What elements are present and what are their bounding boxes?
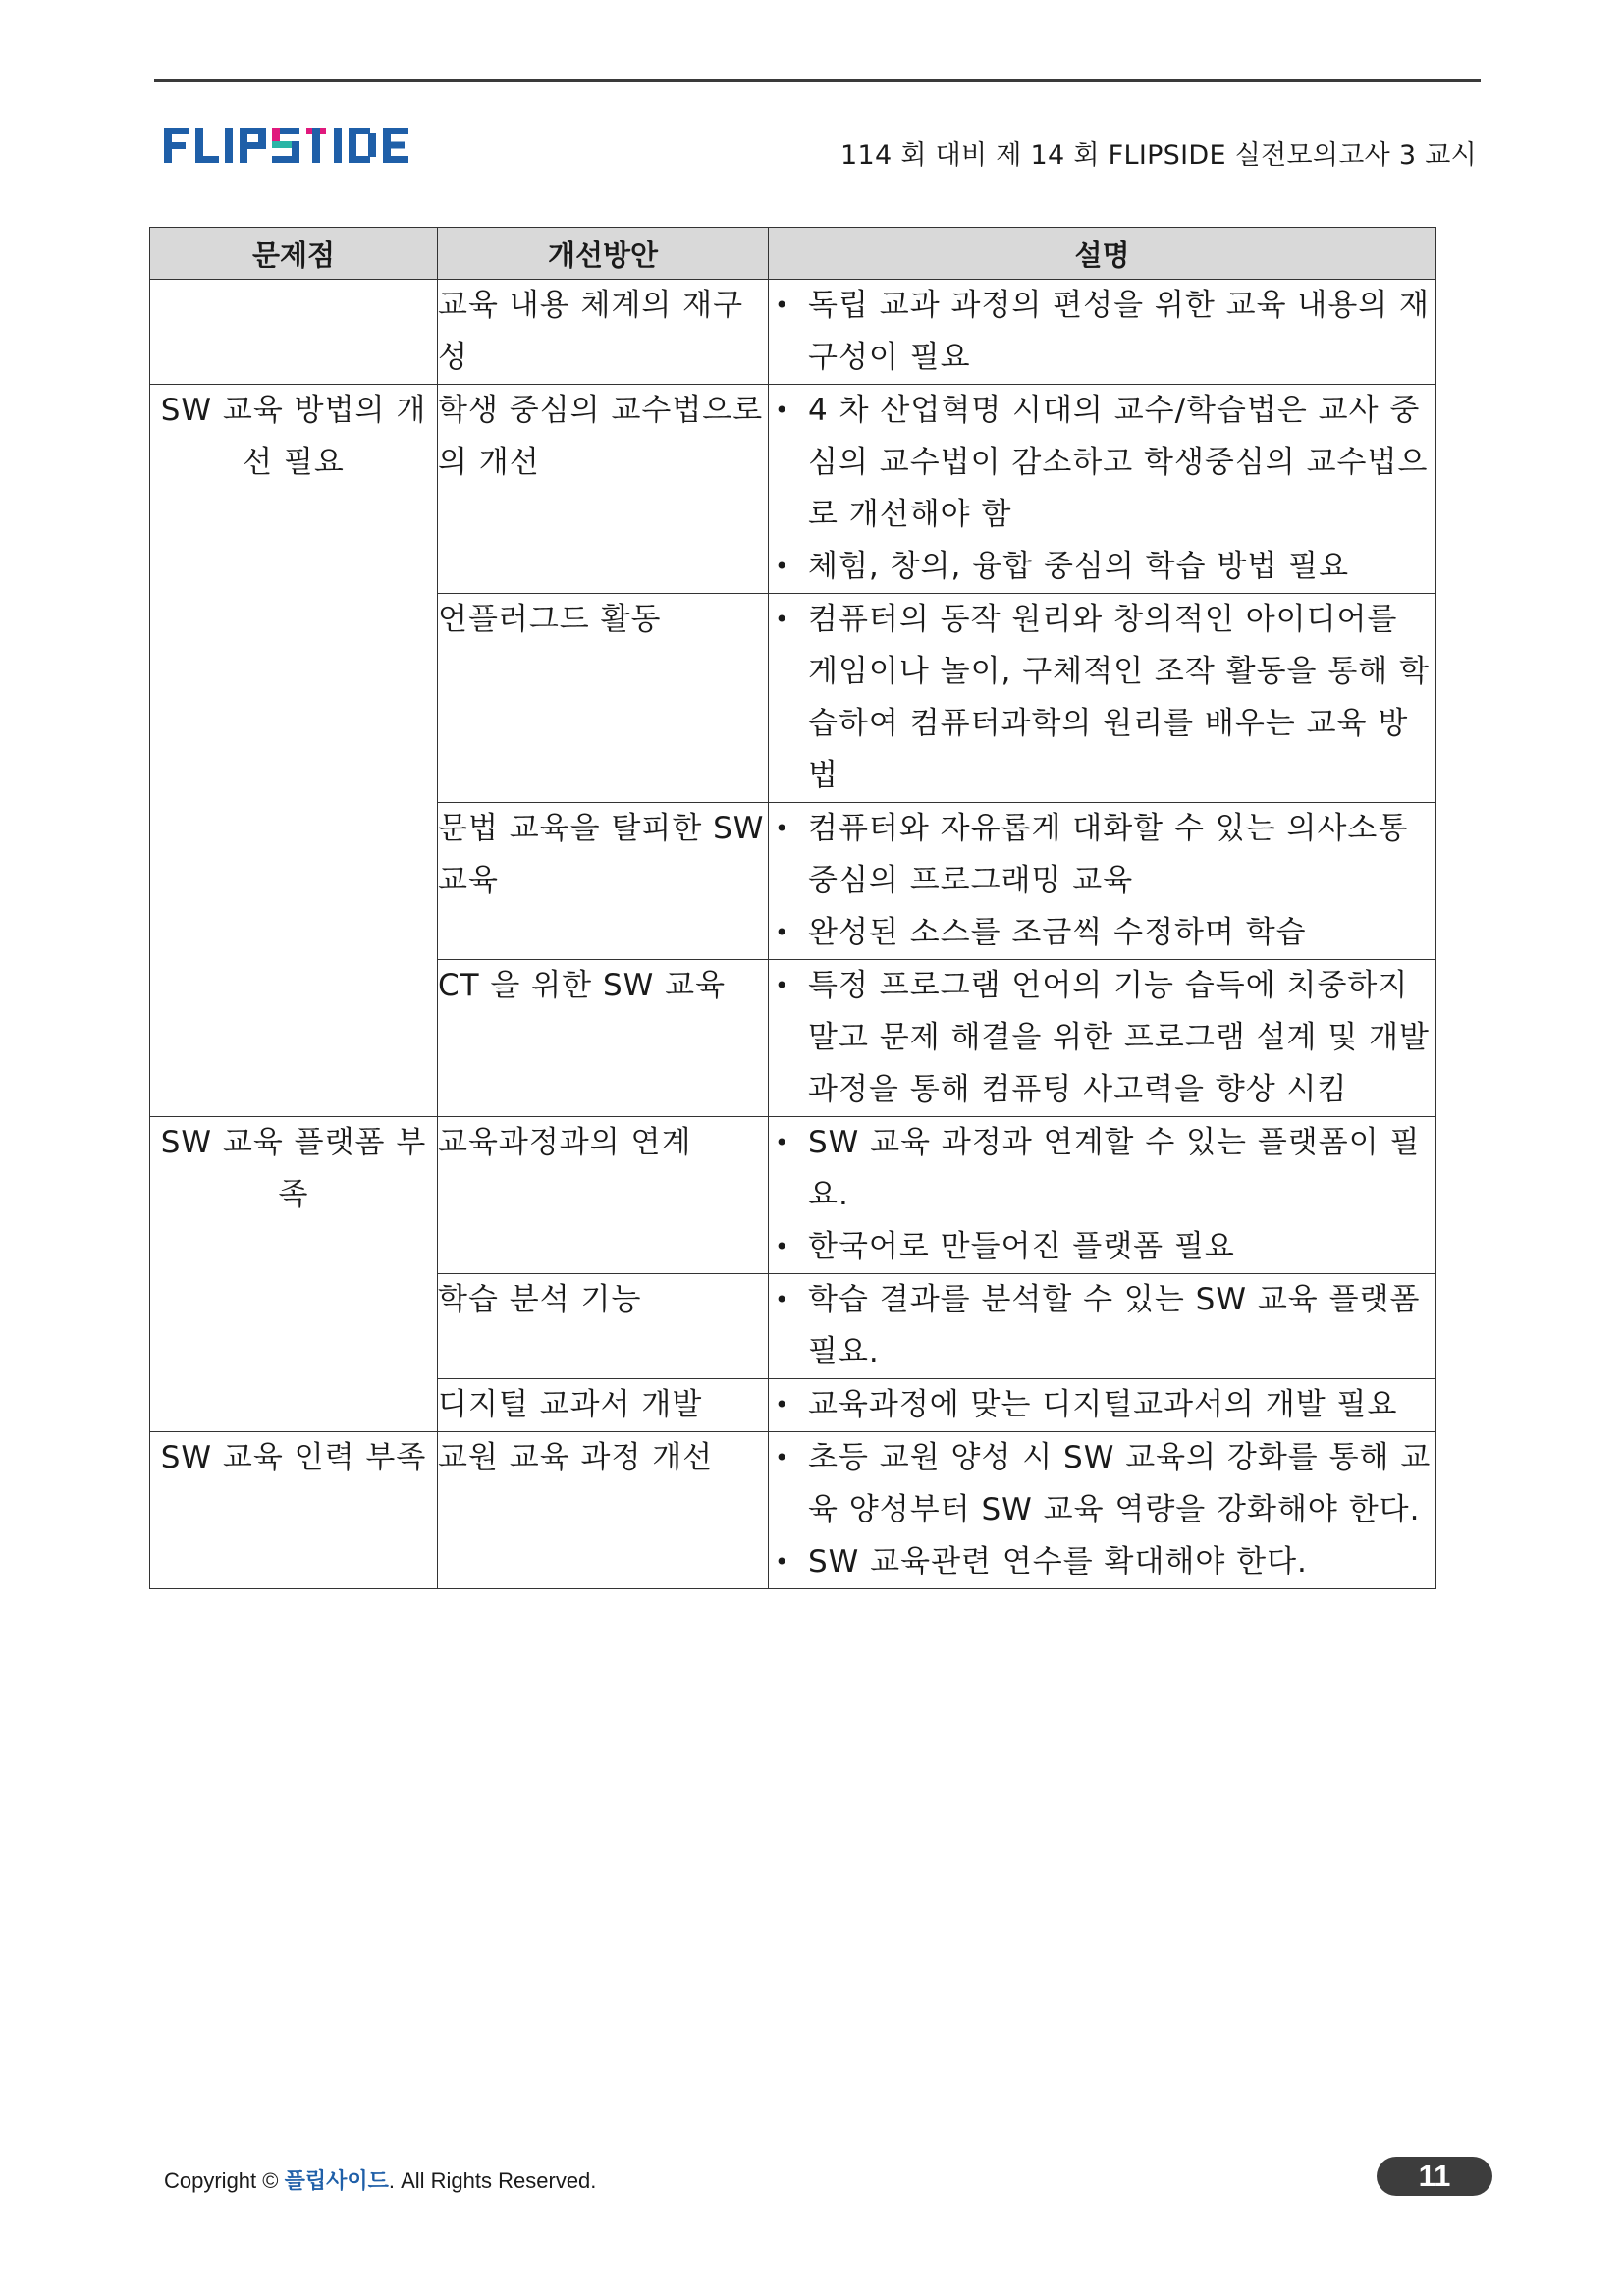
table-row (150, 385, 1436, 594)
description-bullet: • 한국어로 만들어진 플랫폼 필요 (769, 1221, 1435, 1273)
problem-cell: SW 교육 인력 부족 (150, 1432, 438, 1589)
description-bullet: • SW 교육 과정과 연계할 수 있는 플랫폼이 필요. (769, 1117, 1435, 1221)
plan-cell: CT 을 위한 SW 교육 (438, 960, 769, 1117)
description-bullet: • 학습 결과를 분석할 수 있는 SW 교육 플랫폼 필요. (769, 1274, 1435, 1378)
description-cell (769, 280, 1436, 385)
table-row (150, 1432, 1436, 1589)
plan-cell: 디지털 교과서 개발 (438, 1379, 769, 1432)
column-header-problem: 문제점 (150, 228, 438, 280)
description-bullet: • 체험, 창의, 융합 중심의 학습 방법 필요 (769, 541, 1435, 593)
description-bullet: • 4 차 산업혁명 시대의 교수/학습법은 교사 중심의 교수법이 감소하고 학생중심의 교수법으로 개선해야 함 (769, 385, 1435, 541)
copyright-prefix: Copyright © (164, 2168, 279, 2193)
flipside-logo (164, 124, 409, 167)
problem-cell: SW 교육 방법의 개선 필요 (150, 385, 438, 1117)
description-cell (769, 1379, 1436, 1432)
description-cell (769, 1432, 1436, 1589)
page-number-badge: 11 (1377, 2157, 1492, 2196)
description-cell (769, 1274, 1436, 1379)
table-header-row (150, 228, 1436, 280)
brand-name: 플립사이드 (284, 2168, 389, 2193)
description-cell (769, 1117, 1436, 1274)
table-row (150, 1117, 1436, 1274)
plan-cell: 학습 분석 기능 (438, 1274, 769, 1379)
plan-cell: 문법 교육을 탈피한 SW 교육 (438, 803, 769, 960)
flipside-logo-mark (164, 124, 409, 167)
description-bullet: • 컴퓨터와 자유롭게 대화할 수 있는 의사소통 중심의 프로그래밍 교육 (769, 803, 1435, 907)
description-bullet: • 특정 프로그램 언어의 기능 습득에 치중하지 말고 문제 해결을 위한 프로그램 설계 및 개발 과정을 통해 컴퓨팅 사고력을 향상 시킴 (769, 960, 1435, 1116)
header-rule (154, 79, 1481, 82)
description-cell (769, 960, 1436, 1117)
problem-cell: SW 교육 플랫폼 부족 (150, 1117, 438, 1432)
column-header-plan: 개선방안 (438, 228, 769, 280)
plan-cell: 교원 교육 과정 개선 (438, 1432, 769, 1589)
copyright-suffix: . All Rights Reserved. (388, 2168, 597, 2193)
column-header-description: 설명 (769, 228, 1436, 280)
exam-title: 114 회 대비 제 14 회 FLIPSIDE 실전모의고사 3 교시 (840, 140, 1477, 171)
copyright-notice (164, 2164, 596, 2195)
problem-cell (150, 280, 438, 385)
description-cell (769, 385, 1436, 594)
description-cell (769, 803, 1436, 960)
description-bullet: • 독립 교과 과정의 편성을 위한 교육 내용의 재구성이 필요 (769, 280, 1435, 384)
description-bullet: • 교육과정에 맞는 디지털교과서의 개발 필요 (769, 1379, 1435, 1431)
plan-cell: 교육과정과의 연계 (438, 1117, 769, 1274)
plan-cell: 교육 내용 체계의 재구성 (438, 280, 769, 385)
plan-cell: 언플러그드 활동 (438, 594, 769, 803)
description-bullet: • SW 교육관련 연수를 확대해야 한다. (769, 1536, 1435, 1588)
description-bullet: • 완성된 소스를 조금씩 수정하며 학습 (769, 907, 1435, 959)
content-table (149, 227, 1436, 1589)
table-row (150, 280, 1436, 385)
plan-cell: 학생 중심의 교수법으로의 개선 (438, 385, 769, 594)
description-bullet: • 컴퓨터의 동작 원리와 창의적인 아이디어를 게임이나 놀이, 구체적인 조작 활동을 통해 학습하여 컴퓨터과학의 원리를 배우는 교육 방법 (769, 594, 1435, 802)
description-cell (769, 594, 1436, 803)
description-bullet: • 초등 교원 양성 시 SW 교육의 강화를 통해 교육 양성부터 SW 교육 역량을 강화해야 한다. (769, 1432, 1435, 1536)
